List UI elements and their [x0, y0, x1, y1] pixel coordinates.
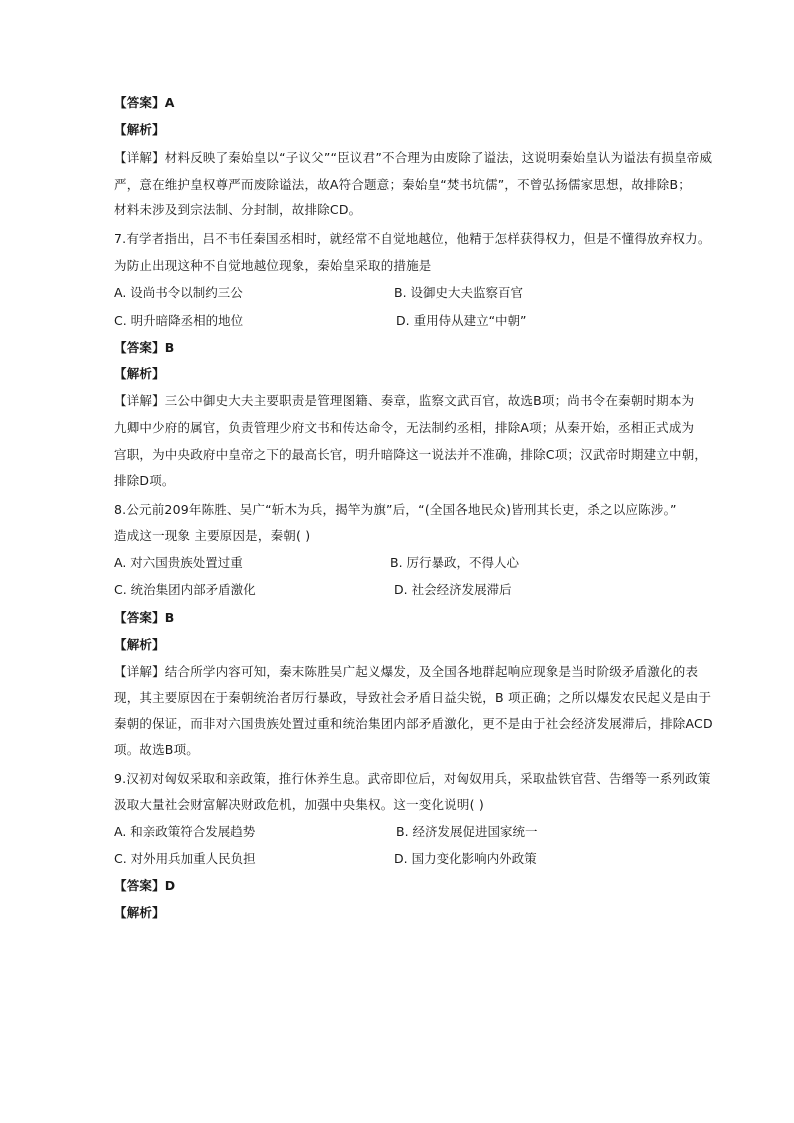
q7-stem-line-1: 7.有学者指出，吕不韦任秦国丞相时，就经常不自觉地越位，他精于怎样获得权力，但是不懂得放弃权力。 — [114, 231, 711, 246]
q9-analysis-heading: 【解析】 — [114, 905, 165, 920]
q8-answer: 【答案】B — [114, 610, 175, 625]
q6-detail-line-2: 严，意在维护皇权尊严而废除谥法，故A符合题意；秦始皇“焚书坑儒”，不曾弘扬儒家思想，故排除B； — [114, 177, 691, 192]
q8-detail-line-1: 【详解】结合所学内容可知，秦末陈胜吴广起义爆发，及全国各地群起响应现象是当时阶级矛盾激化的表 — [114, 664, 699, 679]
q9-answer: 【答案】D — [114, 878, 176, 893]
q8-option-a: A. 对六国贵族处置过重 — [114, 555, 243, 570]
q8-detail-line-4: 项。故选B项。 — [114, 742, 199, 757]
q9-option-b: B. 经济发展促进国家统一 — [396, 824, 538, 839]
q9-option-c: C. 对外用兵加重人民负担 — [114, 851, 256, 866]
q7-option-a: A. 设尚书令以制约三公 — [114, 285, 243, 300]
q8-detail-line-2: 现，其主要原因在于秦朝统治者厉行暴政，导致社会矛盾日益尖锐，B 项正确；之所以爆发农民起义是由于 — [114, 690, 712, 705]
q6-analysis-heading: 【解析】 — [114, 122, 165, 137]
q7-analysis-heading: 【解析】 — [114, 366, 165, 381]
q7-option-b: B. 设御史大夫监察百官 — [394, 285, 524, 300]
q8-option-b: B. 厉行暴政，不得人心 — [390, 555, 520, 570]
q6-detail-line-3: 材料未涉及到宗法制、分封制，故排除CD。 — [114, 202, 362, 217]
q7-option-d: D. 重用侍从建立“中朝” — [396, 313, 527, 328]
q8-stem-line-2: 造成这一现象 主要原因是，秦朝( ) — [114, 528, 311, 543]
q6-answer: 【答案】A — [114, 95, 175, 110]
q7-detail-line-4: 排除D项。 — [114, 473, 175, 488]
q9-option-a: A. 和亲政策符合发展趋势 — [114, 824, 256, 839]
q7-answer: 【答案】B — [114, 340, 175, 355]
q9-stem-line-1: 9.汉初对匈奴采取和亲政策，推行休养生息。武帝即位后，对匈奴用兵，采取盐铁官营、告缗等一系列政策 — [114, 771, 711, 786]
q7-stem-line-2: 为防止出现这种不自觉地越位现象，秦始皇采取的措施是 — [114, 258, 432, 273]
q7-detail-line-1: 【详解】三公中御史大夫主要职责是管理图籍、奏章，监察文武百官，故选B项；尚书令在秦朝时期本为 — [114, 393, 695, 408]
q8-analysis-heading: 【解析】 — [114, 637, 165, 652]
q8-option-d: D. 社会经济发展滞后 — [394, 582, 512, 597]
q8-option-c: C. 统治集团内部矛盾激化 — [114, 582, 256, 597]
q7-detail-line-2: 九卿中少府的属官，负责管理少府文书和传达命令，无法制约丞相，排除A项；从秦开始，丞相正式成为 — [114, 420, 695, 435]
q7-option-c: C. 明升暗降丞相的地位 — [114, 313, 244, 328]
q8-detail-line-3: 秦朝的保证，而非对六国贵族处置过重和统治集团内部矛盾激化，更不是由于社会经济发展滞后，排除ACD — [114, 716, 713, 731]
q6-detail-line-1: 【详解】材料反映了秦始皇以“子议父”“臣议君”不合理为由废除了谥法，这说明秦始皇认为谥法有损皇帝威 — [114, 150, 713, 165]
q9-option-d: D. 国力变化影响内外政策 — [394, 851, 537, 866]
q8-stem-line-1: 8.公元前209年陈胜、吴广“斩木为兵，揭竿为旗”后，“(全国各地民众)皆刑其长吏，杀之以应陈涉。” — [114, 502, 677, 517]
q9-stem-line-2: 汲取大量社会财富解决财政危机，加强中央集权。这一变化说明( ) — [114, 797, 484, 812]
q7-detail-line-3: 宫职，为中央政府中皇帝之下的最高长官，明升暗降这一说法并不准确，排除C项；汉武帝时期建立中朝， — [114, 447, 708, 462]
